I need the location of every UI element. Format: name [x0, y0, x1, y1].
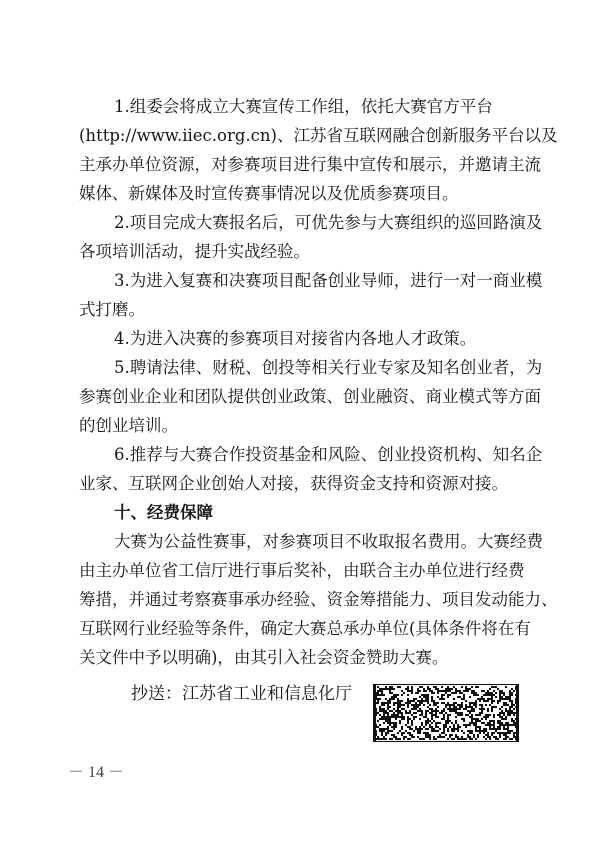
- section-heading: 十、经费保障: [114, 503, 213, 522]
- item-5-line-1: 5.聘请法律、财税、创投等相关行业专家及知名创业者，为: [114, 358, 543, 377]
- funding-line-3: 筹措，并通过考察赛事承办经验、资金筹措能力、项目发动能力、: [79, 590, 558, 609]
- item-6-line-2: 业家、互联网企业创始人对接，获得资金支持和资源对接。: [79, 474, 508, 493]
- item-4-line-1: 4.为进入决赛的参赛项目对接省内各地人才政策。: [114, 329, 477, 348]
- page-number: － 14 －: [68, 764, 125, 781]
- barcode-image: [373, 684, 519, 742]
- funding-line-4: 互联网行业经验等条件，确定大赛总承办单位(具体条件将在有: [79, 619, 531, 638]
- item-5-line-2: 参赛创业企业和团队提供创业政策、创业融资、商业模式等方面: [79, 387, 541, 406]
- item-1-line-2: (http://www.iiec.org.cn)、江苏省互联网融合创新服务平台以及: [79, 126, 558, 145]
- funding-line-2: 由主办单位省工信厅进行事后奖补，由联合主办单位进行经费: [79, 561, 525, 580]
- item-1-line-3: 主承办单位资源，对参赛项目进行集中宣传和展示，并邀请主流: [79, 155, 541, 174]
- funding-line-1: 大赛为公益性赛事，对参赛项目不收取报名费用。大赛经费: [114, 532, 543, 551]
- item-1-line-4: 媒体、新媒体及时宣传赛事情况以及优质参赛项目。: [79, 184, 459, 203]
- cc-line: 抄送：江苏省工业和信息化厅: [131, 684, 352, 704]
- item-5-line-3: 的创业培训。: [79, 416, 178, 435]
- item-6-line-1: 6.推荐与大赛合作投资基金和风险、创业投资机构、知名企: [114, 445, 543, 464]
- item-2-line-1: 2.项目完成大赛报名后，可优先参与大赛组织的巡回路演及: [114, 213, 543, 232]
- item-1-line-1: 1.组委会将成立大赛宣传工作组，依托大赛官方平台: [114, 97, 493, 116]
- item-3-line-1: 3.为进入复赛和决赛项目配备创业导师，进行一对一商业模: [114, 271, 543, 290]
- item-3-line-2: 式打磨。: [79, 300, 145, 319]
- funding-line-5: 关文件中予以明确)，由其引入社会资金赞助大赛。: [79, 648, 449, 667]
- item-2-line-2: 各项培训活动，提升实战经验。: [79, 242, 310, 261]
